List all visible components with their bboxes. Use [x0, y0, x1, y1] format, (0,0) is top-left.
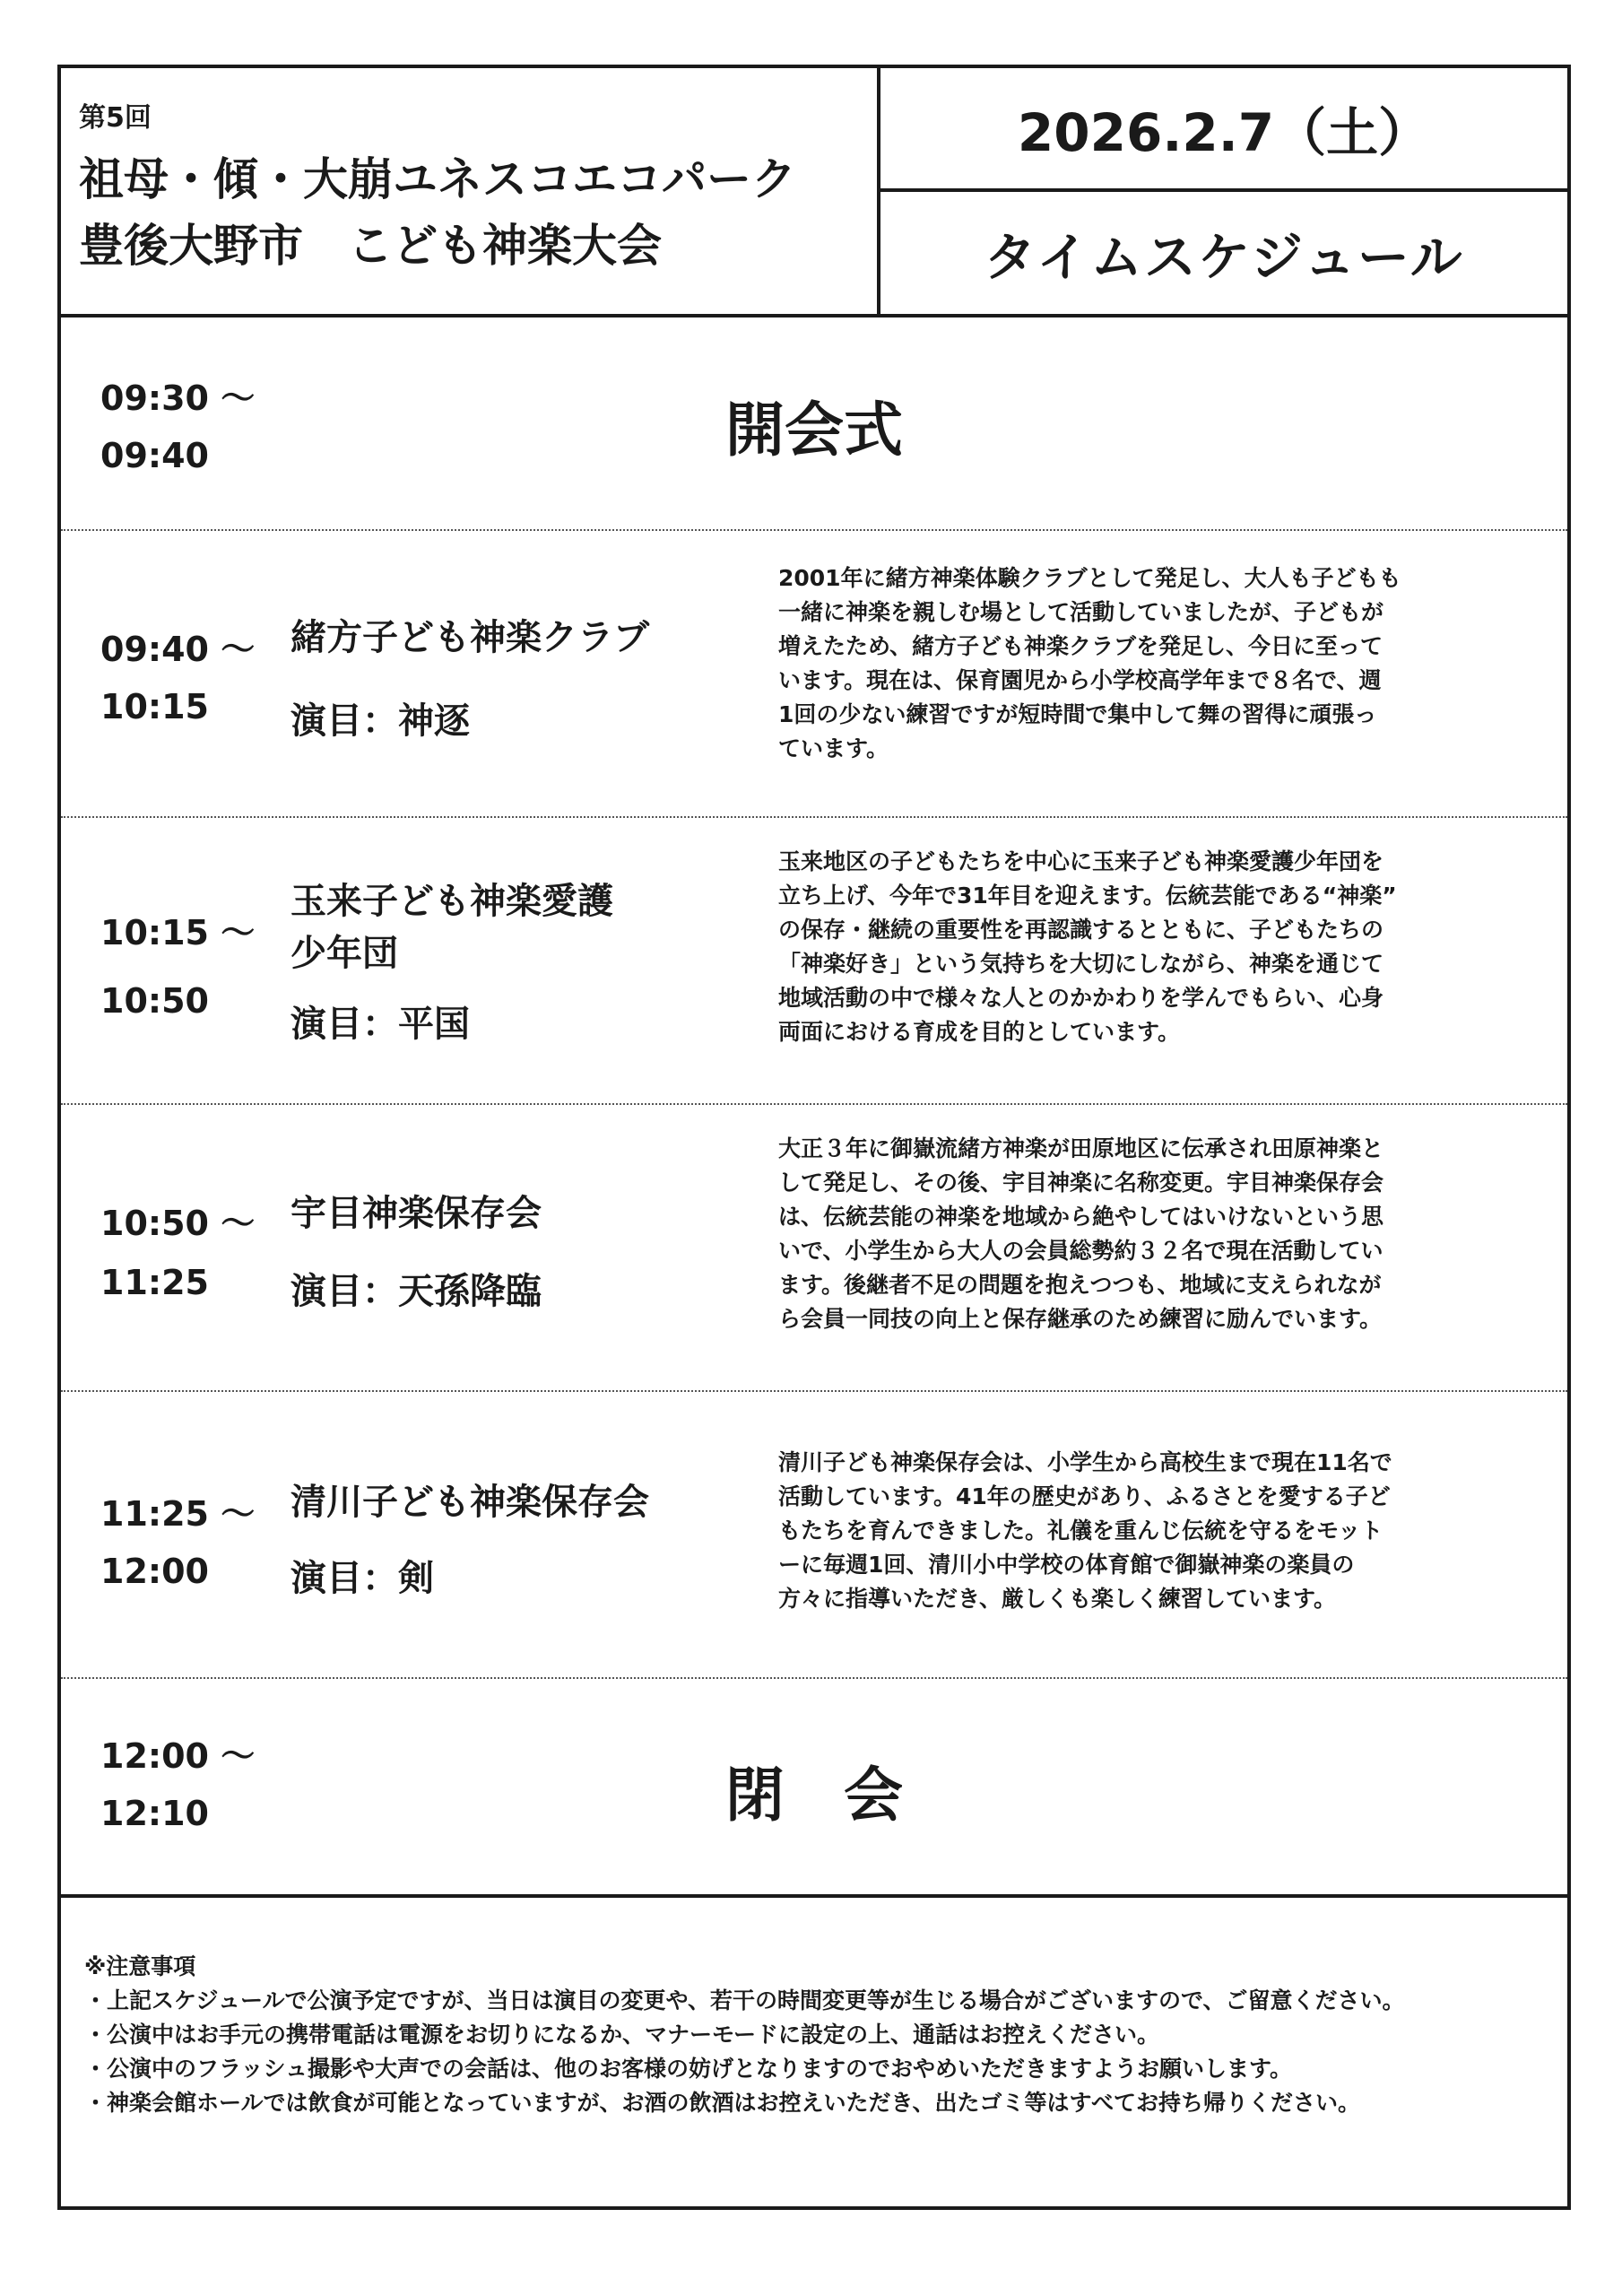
time-start: 10:15 ～ — [100, 913, 256, 952]
program-title: 演目：平国 — [291, 1004, 470, 1045]
event-title-block — [61, 68, 880, 314]
schedule-sheet — [57, 65, 1571, 2210]
notes-section — [84, 1950, 1546, 2120]
program-title: 演目：剣 — [291, 1558, 434, 1599]
event-title-line2: 豊後大野市 こども神楽大会 — [79, 220, 662, 272]
desc-line: 方々に指導いただき、厳しくも楽しく練習しています。 — [778, 1586, 1337, 1612]
desc-line: ら会員一同技の向上と保存継承のため練習に励んでいます。 — [778, 1306, 1383, 1332]
desc-line: 清川子ども神楽保存会は、小学生から高校生まで現在11名で — [778, 1449, 1392, 1475]
schedule-row-group-2 — [61, 818, 1567, 1105]
desc-line: 2001年に緒方神楽体験クラブとして発足し、大人も子どもも — [778, 565, 1401, 591]
closing-ceremony-title: 閉 会 — [725, 1761, 903, 1830]
opening-ceremony-title: 開会式 — [725, 396, 903, 465]
desc-line: いで、小学生から大人の会員総勢約３２名で現在活動してい — [778, 1238, 1383, 1264]
desc-line: 大正３年に御嶽流緒方神楽が田原地区に伝承され田原神楽と — [778, 1135, 1384, 1161]
desc-line: 玉来地区の子どもたちを中心に玉来子ども神楽愛護少年団を — [778, 848, 1384, 874]
desc-line: の保存・継続の重要性を再認識するとともに、子どもたちの — [778, 917, 1384, 943]
event-title-line1: 祖母・傾・大崩ユネスコエコパーク — [79, 153, 796, 205]
group-name — [291, 1476, 649, 1528]
group-name-line2: 少年団 — [291, 933, 398, 974]
group-name-line1: 清川子ども神楽保存会 — [291, 1482, 649, 1523]
header — [61, 68, 1567, 317]
schedule-row-group-4 — [61, 1392, 1567, 1679]
desc-line: 「神楽好き」という気持ちを大切にしながら、神楽を通じて — [778, 951, 1384, 977]
desc-line: は、伝統芸能の神楽を地域から絶やしてはいけないという思 — [778, 1204, 1384, 1230]
program-title: 演目：天孫降臨 — [291, 1271, 542, 1312]
time-end: 10:15 — [100, 687, 209, 726]
note-item: ・神楽会館ホールでは飲食が可能となっていますが、お酒の飲酒はお控えいただき、出たゴミ等はすべてお持ち帰りください。 — [84, 2090, 1361, 2116]
group-name — [291, 612, 649, 664]
time-start: 09:30 ～ — [100, 378, 256, 418]
group-description — [778, 561, 1549, 766]
group-name — [291, 875, 613, 979]
schedule-row-closing — [61, 1679, 1567, 1898]
time-end: 12:00 — [100, 1552, 209, 1591]
desc-line: 地域活動の中で様々な人とのかかわりを学んでもらい、心身 — [778, 985, 1384, 1011]
desc-line: います。現在は、保育園児から小学校高学年まで８名で、週 — [778, 667, 1382, 693]
desc-line: ています。 — [778, 735, 889, 761]
group-description — [778, 845, 1549, 1049]
desc-line: して発足し、その後、宇目神楽に名称変更。宇目神楽保存会 — [778, 1170, 1384, 1196]
note-item: ・公演中はお手元の携帯電話は電源をお切りになるか、マナーモードに設定の上、通話はお控えください。 — [84, 2022, 1160, 2048]
group-name — [291, 1187, 542, 1239]
time-start: 09:40 ～ — [100, 630, 256, 669]
note-item: ・公演中のフラッシュ撮影や大声での会話は、他のお客様の妨げとなりますのでおやめいただきますようお願いします。 — [84, 2056, 1293, 2082]
notes-title: ※注意事項 — [84, 1953, 196, 1979]
group-description — [778, 1132, 1549, 1336]
event-date: 2026.2.7（土） — [880, 68, 1567, 192]
desc-line: 一緒に神楽を親しむ場として活動していましたが、子どもが — [778, 599, 1384, 625]
group-name-line1: 緒方子ども神楽クラブ — [291, 617, 649, 658]
time-end: 11:25 — [100, 1263, 209, 1302]
desc-line: 活動しています。41年の歴史があり、ふるさとを愛する子ど — [778, 1483, 1391, 1509]
program-title: 演目：神逐 — [291, 700, 470, 742]
desc-line: ます。後継者不足の問題を抱えつつも、地域に支えられなが — [778, 1272, 1382, 1298]
time-end: 12:10 — [100, 1794, 209, 1833]
desc-line: 1回の少ない練習ですが短時間で集中して舞の習得に頑張っ — [778, 701, 1377, 727]
time-start: 10:50 ～ — [100, 1204, 256, 1243]
desc-line: 両面における育成を目的としています。 — [778, 1019, 1181, 1045]
time-end: 10:50 — [100, 981, 209, 1021]
schedule-title: タイムスケジュール — [984, 227, 1464, 288]
desc-line: 立ち上げ、今年で31年目を迎えます。伝統芸能である“神楽” — [778, 883, 1397, 909]
time-start: 12:00 ～ — [100, 1736, 256, 1776]
desc-line: ーに毎週1回、清川小中学校の体育館で御嶽神楽の楽員の — [778, 1552, 1355, 1578]
group-description — [778, 1446, 1549, 1616]
desc-line: 増えたため、緒方子ども神楽クラブを発足し、今日に至って — [778, 633, 1383, 659]
date-block — [880, 68, 1567, 314]
note-item: ・上記スケジュールで公演予定ですが、当日は演目の変更や、若干の時間変更等が生じる場合がございますので、ご留意ください。 — [84, 1987, 1405, 2013]
schedule-row-opening — [61, 317, 1567, 531]
edition-label: 第5回 — [79, 102, 152, 134]
group-name-line1: 玉来子ども神楽愛護 — [291, 881, 613, 922]
time-end: 09:40 — [100, 436, 209, 475]
group-name-line1: 宇目神楽保存会 — [291, 1193, 542, 1234]
schedule-row-group-1 — [61, 531, 1567, 818]
schedule-row-group-3 — [61, 1105, 1567, 1392]
desc-line: もたちを育んできました。礼儀を重んじ伝統を守るをモット — [778, 1518, 1383, 1544]
time-start: 11:25 ～ — [100, 1494, 256, 1534]
